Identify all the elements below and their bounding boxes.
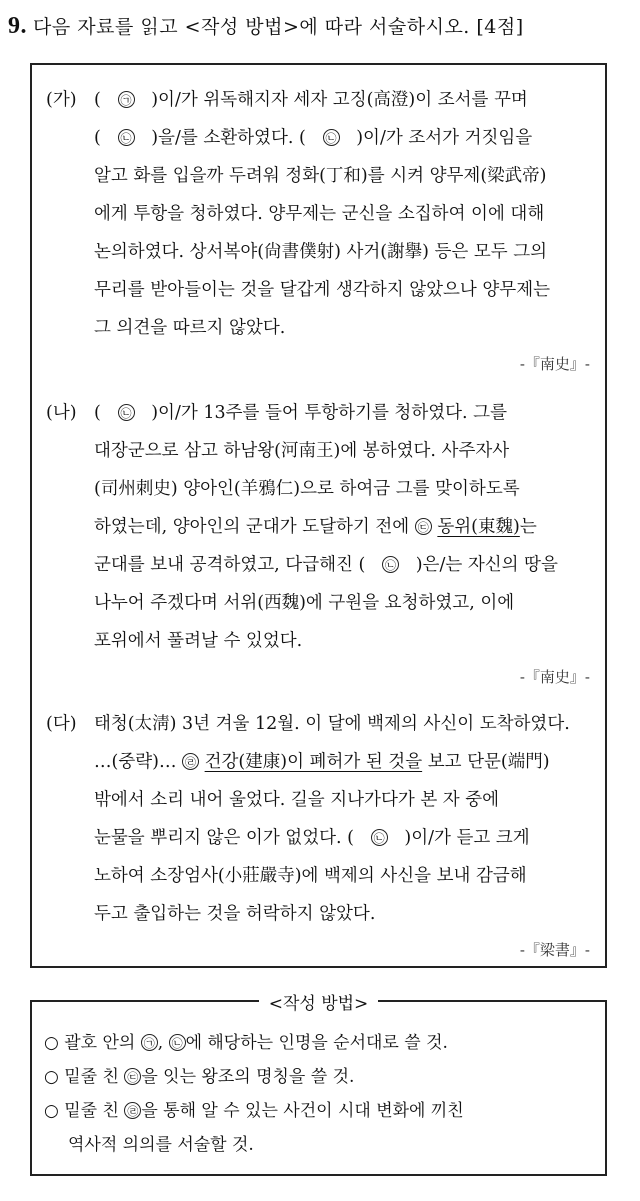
section-na (46, 394, 596, 694)
method-item-continued: 역사적 의의를 서술할 것. (68, 1135, 254, 1155)
marker-a: ㉠ (141, 1034, 158, 1051)
text-line: 알고 화를 입을까 두려워 정화(丁和)를 시켜 양무제(梁武帝) (94, 166, 547, 186)
marker-b: ㉡ (323, 129, 340, 146)
method-list (44, 1026, 599, 1162)
text-line: 눈물을 뿌리지 않은 이가 없었다. ( ㉡ )이/가 듣고 크게 (94, 828, 530, 848)
text-line: …(중략)… ㉣ 건강(建康)이 폐허가 된 것을 보고 단문(端門) (94, 752, 550, 772)
text-line: 논의하였다. 상서복야(尙書僕射) 사거(謝擧) 등은 모두 그의 (94, 242, 548, 262)
method-item: ○ 밑줄 친 ㉢ 을 잇는 왕조의 명칭을 쓸 것. (44, 1067, 355, 1087)
text-line: (가) ( ㉠ )이/가 위독해지자 세자 고징(高澄)이 조서를 꾸며 (46, 81, 596, 119)
text-line: 나누어 주겠다며 서위(西魏)에 구원을 요청하였고, 이에 (94, 593, 515, 613)
section-tag: (다) (46, 714, 77, 734)
text-line: 군대를 보내 공격하였고, 다급해진 ( ㉡ )은/는 자신의 땅을 (94, 555, 558, 575)
text-line: 밖에서 소리 내어 울었다. 길을 지나가다가 본 자 중에 (94, 790, 500, 810)
text-line: 노하여 소장엄사(小莊嚴寺)에 백제의 사신을 보내 감금해 (94, 866, 527, 886)
text-line: (다) 태청(太淸) 3년 겨울 12월. 이 달에 백제의 사신이 도착하였다. (46, 705, 596, 743)
section-tag: (가) (46, 90, 77, 110)
text-line: 두고 출입하는 것을 허락하지 않았다. (94, 904, 376, 924)
text-line: 대장군으로 삼고 하남왕(河南王)에 봉하였다. 사주자사 (94, 441, 510, 461)
text-line: 무리를 받아들이는 것을 달갑게 생각하지 않았으나 양무제는 (94, 280, 550, 300)
source-citation: -『梁書』- (519, 941, 590, 959)
marker-a: ㉠ (118, 91, 135, 108)
text-line: 에게 투항을 청하였다. 양무제는 군신을 소집하여 이에 대해 (94, 204, 545, 224)
marker-b: ㉡ (118, 129, 135, 146)
method-title: <작성 방법> (259, 994, 379, 1014)
text-line: (司州刺史) 양아인(羊鴉仁)으로 하여금 그를 맞이하도록 (94, 479, 520, 499)
marker-b: ㉡ (382, 556, 399, 573)
method-item: ○ 괄호 안의 ㉠ , ㉡ 에 해당하는 인명을 순서대로 쓸 것. (44, 1033, 448, 1053)
text-line: 그 의견을 따르지 않았다. (94, 318, 286, 338)
marker-c: ㉢ (124, 1068, 141, 1085)
marker-b: ㉡ (118, 404, 135, 421)
text-line: (나) ( ㉡ )이/가 13주를 들어 투항하기를 청하였다. 그를 (46, 394, 596, 432)
marker-d: ㉣ (124, 1102, 141, 1119)
underlined-jiankang: 건강(建康)이 폐허가 된 것을 (204, 752, 423, 772)
marker-c: ㉢ (415, 518, 432, 535)
section-ga (46, 81, 596, 381)
source-citation: -『南史』- (519, 668, 590, 686)
question-header (8, 12, 524, 40)
section-tag: (나) (46, 403, 77, 423)
source-box (30, 63, 607, 968)
text-line: ( ㉡ )을/를 소환하였다. ( ㉡ )이/가 조서가 거짓임을 (94, 128, 533, 148)
method-box (30, 994, 607, 1176)
marker-b: ㉡ (169, 1034, 186, 1051)
text-line: 하였는데, 양아인의 군대가 도달하기 전에 ㉢ 동위(東魏)는 (94, 517, 537, 537)
question-prompt: 다음 자료를 읽고 <작성 방법>에 따라 서술하시오. [4점] (33, 16, 524, 38)
source-citation: -『南史』- (519, 355, 590, 373)
section-da (46, 705, 596, 967)
marker-d: ㉣ (182, 753, 199, 770)
question-number: 9. (8, 13, 27, 39)
underlined-dongwei: 동위(東魏) (437, 517, 520, 537)
method-item: ○ 밑줄 친 ㉣ 을 통해 알 수 있는 사건이 시대 변화에 끼친 (44, 1101, 464, 1121)
marker-b: ㉡ (371, 829, 388, 846)
text-line: 포위에서 풀려날 수 있었다. (94, 631, 303, 651)
